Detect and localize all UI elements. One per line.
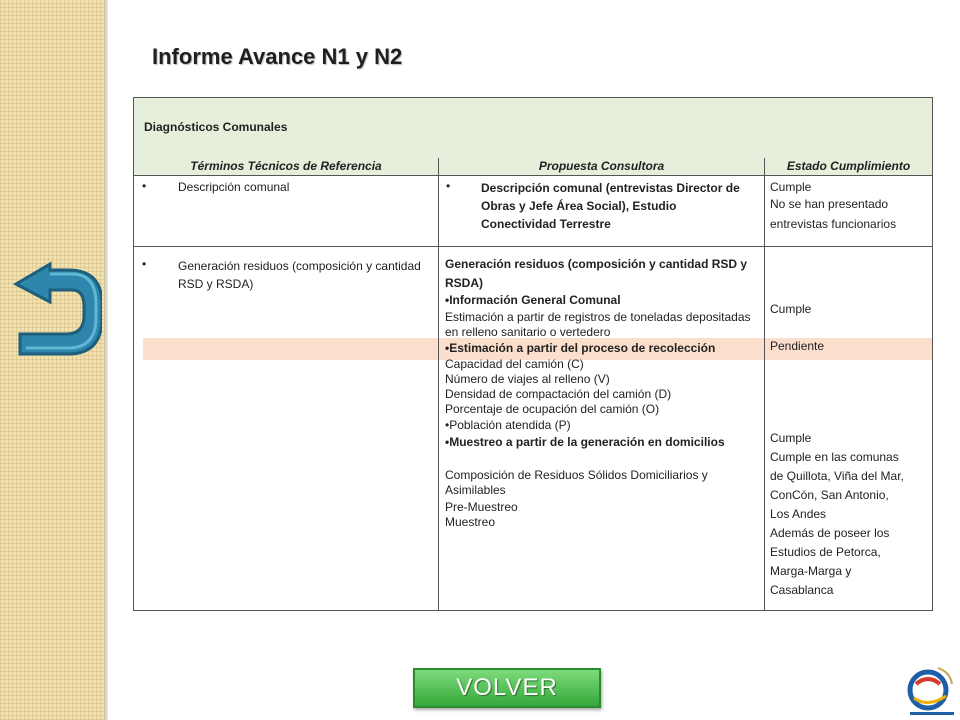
row1-status-3: entrevistas funcionarios <box>770 217 897 231</box>
row2-proposal-item1: •Información General Comunal <box>445 293 621 307</box>
municipal-logo-icon <box>902 662 960 720</box>
row2-proposal-text4: Muestreo <box>445 515 496 529</box>
back-arrow-icon[interactable] <box>10 258 102 358</box>
row1-term: Descripción comunal <box>178 180 290 194</box>
row2-proposal-text3: Pre-Muestreo <box>445 500 518 514</box>
column-header-proposal: Propuesta Consultora <box>439 158 764 176</box>
row1-status-2: No se han presentado <box>770 197 889 211</box>
row2-proposal-item2: •Estimación a partir del proceso de recolección <box>445 341 716 355</box>
row2-proposal-item4: Muestreo a partir de la generación en domicilios <box>449 435 725 449</box>
page-title: Informe Avance N1 y N2 <box>152 44 403 69</box>
section-title: Diagnósticos Comunales <box>144 120 288 134</box>
bullet-icon: • <box>446 179 451 193</box>
row2-term: Generación residuos (composición y cantidad RSD y RSDA) <box>178 259 421 291</box>
row2-proposal-line2: Número de viajes al relleno (V) <box>445 372 610 386</box>
row2-status-2: Pendiente <box>770 339 825 353</box>
row2-proposal-line1: Capacidad del camión (C) <box>445 357 584 371</box>
status-line: Los Andes <box>770 507 827 521</box>
status-line: Además de poseer los <box>770 526 890 540</box>
row2-proposal-line4: Porcentaje de ocupación del camión (O) <box>445 402 660 416</box>
row2-proposal-text2: Composición de Residuos Sólidos Domiciliarios y Asimilables <box>445 468 708 497</box>
column-divider <box>438 158 439 610</box>
section-header <box>134 98 932 159</box>
status-line: Estudios de Petorca, <box>770 545 881 559</box>
diagnostics-table <box>133 97 933 611</box>
row2-proposal-text1: Estimación a partir de registros de toneladas depositadas en relleno sanitario o vertedero <box>445 310 751 339</box>
column-header-terms: Términos Técnicos de Referencia <box>134 158 438 176</box>
column-header-status: Estado Cumplimiento <box>765 158 932 176</box>
volver-button[interactable]: VOLVER <box>413 668 601 708</box>
status-line: de Quillota, Viña del Mar, <box>770 469 904 483</box>
status-line: Cumple en las comunas <box>770 450 899 464</box>
status-line: Casablanca <box>770 583 834 597</box>
row1-status-1: Cumple <box>770 180 812 194</box>
bullet-icon: • <box>445 418 450 432</box>
status-line: ConCón, San Antonio, <box>770 488 889 502</box>
row-divider <box>134 246 932 247</box>
strip-edge <box>104 0 108 720</box>
status-line: Marga-Marga y <box>770 564 852 578</box>
bullet-icon: • <box>142 179 147 193</box>
decorative-strip <box>0 0 104 720</box>
bullet-icon: • <box>142 257 147 271</box>
row1-proposal: Descripción comunal (entrevistas Director de Obras y Jefe Área Social), Estudio Conectividad Terrestre <box>481 181 740 231</box>
column-divider <box>764 158 765 610</box>
status-line: Cumple <box>770 431 812 445</box>
row2-status-3 <box>770 429 930 600</box>
row2-status-1: Cumple <box>770 302 812 316</box>
row2-proposal-item3: Población atendida (P) <box>449 418 571 432</box>
row2-proposal-title: Generación residuos (composición y cantidad RSD y RSDA) <box>445 257 748 290</box>
bullet-icon: • <box>445 435 450 449</box>
row2-proposal-line3: Densidad de compactación del camión (D) <box>445 387 672 401</box>
